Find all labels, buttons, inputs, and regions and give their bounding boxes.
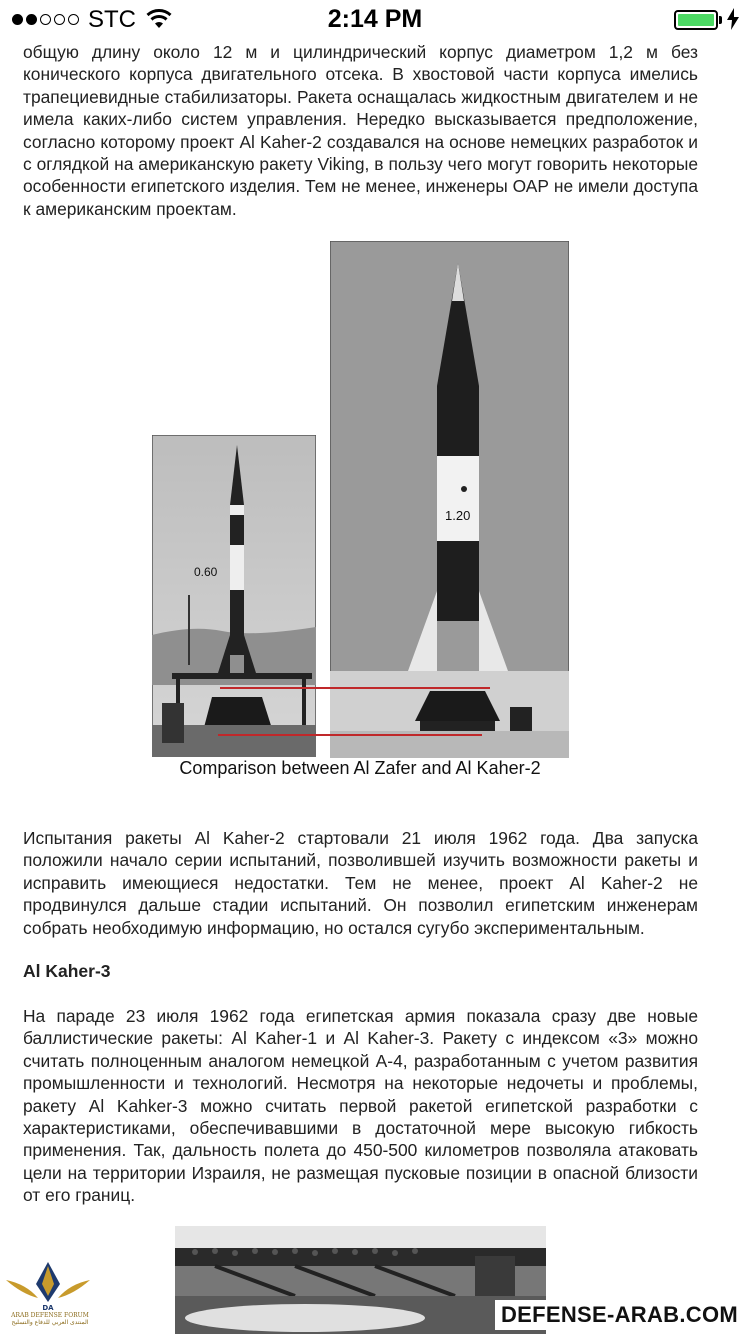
logo-text-ar: المنتدى العربي للدفاع والتسليح [11,1319,89,1326]
logo-text-en: ARAB DEFENSE FORUM [11,1312,89,1319]
section-heading: Al Kaher-3 [23,961,111,981]
diameter-label-right: 1.20 [445,508,471,523]
article-paragraph-3: На параде 23 июля 1962 года египетская армия показала сразу две новые баллистические ракеты: Al Kaher-1 и Al Kaher-3. Ракету с индексом «3» можно считать полноценным аналогом немецкой А-4, разработанным с учетом развития промышленности и технологий. Несмотря на некоторые недочеты и проблемы, ракету Al Kahker-3 можно считать первой ракетой египетской разработки с характеристиками, обеспечивавшими в достаточной мере высокую гибкость применения. Так, дальность полета до 450-500 километров позволяла атаковать цели на территории Израиля, не размещая пусковые позиции в опасной близости от его границ. [23,1006,698,1206]
article-paragraph-2: Испытания ракеты Al Kaher-2 стартовали 21 июля 1962 года. Два запуска положили начало серии испытаний, позволившей изучить возможности ракеты и исправить имеющиеся недостатки. Тем не менее, проект Al Kaher-2 не продвинулся дальше стадии испытаний. Он позволил египетским инженерам собрать необходимую информацию, но остался сугубо экспериментальным. [23,828,698,938]
diameter-label-left: 0.60 [194,565,218,579]
figure-caption: Comparison between Al Zafer and Al Kaher-2 [179,758,541,778]
parade-photo [175,1226,546,1334]
svg-text:DA: DA [42,1304,54,1312]
status-time: 2:14 PM [327,5,423,33]
carrier-name: STC [88,6,136,33]
forum-logo-text [6,1312,94,1326]
forum-logo-icon [2,1258,94,1318]
article-paragraph-1: общую длину около 12 м и цилиндрический корпус диаметром 1,2 м без конического корпуса двигательного отсека. В хвостовой части корпуса имелись трапециевидные стабилизаторы. Ракета оснащалась жидкостным двигателем и не имела каких-либо систем управления. Нередко высказывается предположение, согласно которому проект Al Kaher-2 создавался на основе немецких разработок и с оглядкой на американскую ракету Viking, в пользу чего могут говорить некоторые особенности египетского изделия. Тем не менее, инженеры ОАР не имели доступа к американским проектам. [23,42,698,219]
site-watermark: DEFENSE-ARAB.COM [495,1300,744,1330]
